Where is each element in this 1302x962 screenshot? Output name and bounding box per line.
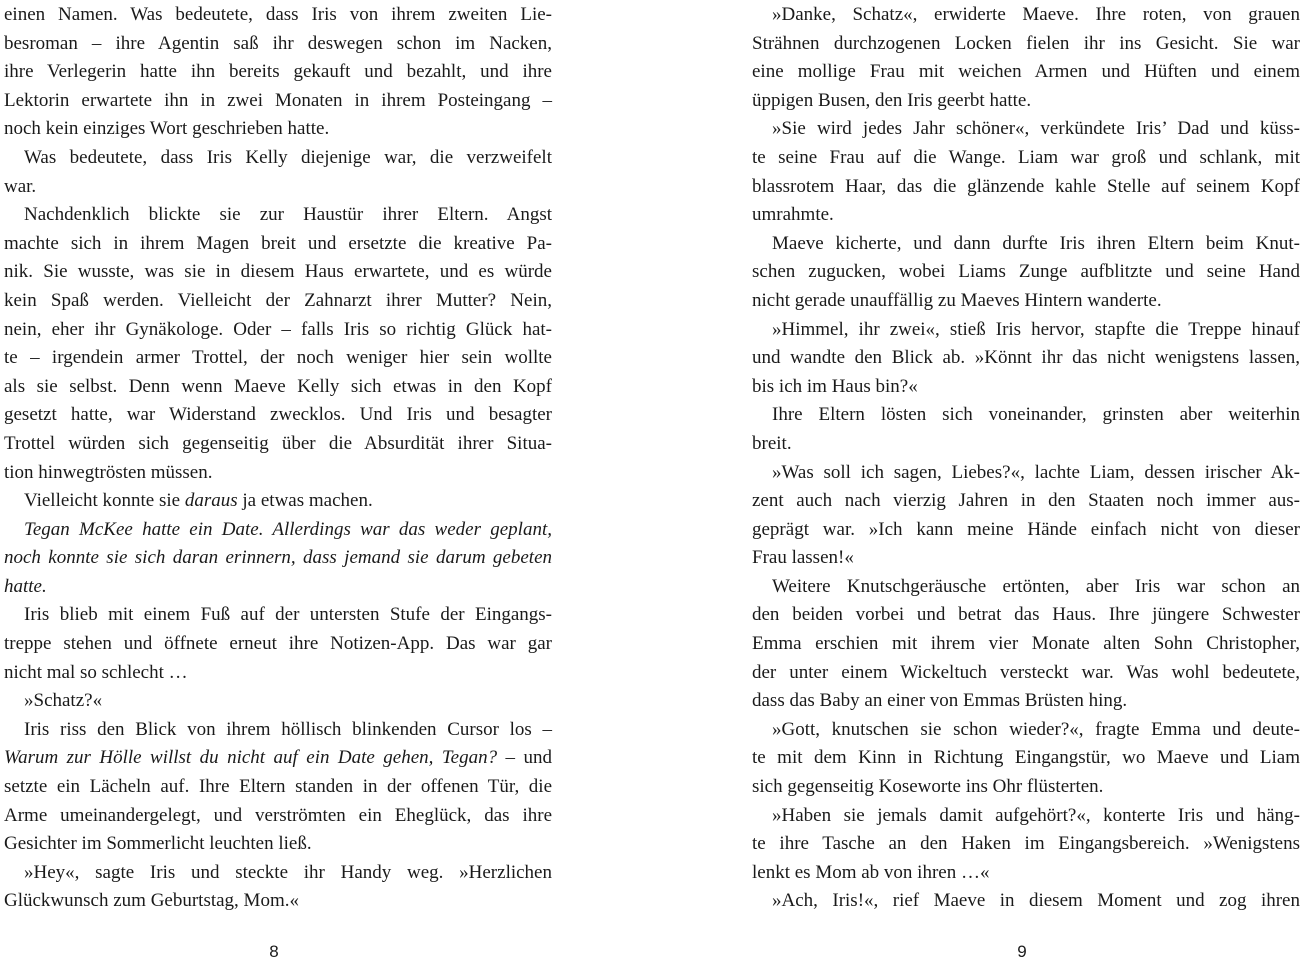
text-line: Iris blieb mit einem Fuß auf der untersten Stufe der Eingangs- (24, 604, 552, 626)
text-line: sich gegenseitig Koseworte ins Ohr flüsterten. (752, 776, 1104, 798)
paragraph (4, 201, 552, 487)
text-line: nik. Sie wusste, was sie in diesem Haus erwartete, und es würde (4, 261, 552, 283)
text-line: eine mollige Frau mit weichen Armen und Hüften und einem (752, 61, 1300, 83)
text-line: nicht gerade unauffällig zu Maeves Hintern wanderte. (752, 289, 1162, 311)
text-line: dass das Baby an einer von Emmas Brüsten hing. (752, 690, 1128, 712)
text-line: »Was soll ich sagen, Liebes?«, lachte Liam, dessen irischer Ak- (772, 461, 1300, 483)
text-line: Arme umeinandergelegt, und verströmten ein Eheglück, das ihre (4, 804, 552, 826)
text-line: Gesichter im Sommerlicht leuchten ließ. (4, 833, 312, 855)
text-line: te seine Frau auf die Wange. Liam war groß und schlank, mit (752, 146, 1300, 168)
text-segment: ja etwas machen. (237, 490, 373, 512)
text-line: Tegan McKee hatte ein Date. Allerdings war das weder geplant, (24, 518, 552, 540)
page-number: 8 (269, 942, 279, 961)
text-line: bis ich im Haus bin?« (752, 375, 918, 397)
text-line: blassrotem Haar, das die glänzende kahle Stelle auf seinem Kopf (752, 175, 1300, 197)
text-line: zent auch nach vierzig Jahren in den Staaten noch immer aus- (752, 490, 1300, 512)
text-line: »Danke, Schatz«, erwiderte Maeve. Ihre roten, von grauen (772, 4, 1300, 25)
text-line: »Schatz?« (24, 690, 103, 712)
text-segment: – und (497, 747, 552, 769)
text-line: geprägt war. »Ich kann meine Hände einfach nicht von dieser (752, 518, 1300, 540)
text-line: »Haben sie jemals damit aufgehört?«, konterte Iris und häng- (772, 804, 1300, 826)
paragraph (4, 687, 552, 716)
paragraph (752, 459, 1300, 573)
text-segment: Vielleicht konnte sie (24, 490, 185, 512)
text-line: Weitere Knutschgeräusche ertönten, aber Iris war schon an (772, 575, 1300, 597)
italic-segment: Warum zur Hölle willst du nicht auf ein Date gehen, Tegan? (4, 747, 498, 769)
text-line: war. (4, 175, 37, 197)
paragraph (752, 316, 1300, 402)
paragraph (4, 601, 552, 687)
text-line: te mit dem Kinn in Richtung Eingangstür, wo Maeve und Liam (752, 747, 1300, 769)
left-page-text (4, 1, 552, 916)
text-line: »Ach, Iris!«, rief Maeve in diesem Moment und zog ihren (772, 890, 1300, 912)
text-line: »Hey«, sagte Iris und steckte ihr Handy weg. »Herzlichen (24, 861, 552, 883)
text-line: Strähnen durchzogenen Locken fielen ihr ins Gesicht. Sie war (752, 32, 1300, 54)
text-line: als sie selbst. Denn wenn Maeve Kelly sich etwas in den Kopf (4, 375, 552, 397)
paragraph (752, 716, 1300, 802)
text-line (4, 487, 552, 516)
text-line: gesetzt hatte, war Widerstand zwecklos. Und Iris und besagter (4, 404, 552, 426)
text-line: lenkt es Mom ab von ihren …« (752, 861, 990, 883)
text-line: setzte ein Lächeln auf. Ihre Eltern standen in der offenen Tür, die (4, 776, 552, 798)
text-line: schen zugucken, wobei Liams Zunge aufblitzte und seine Hand (752, 261, 1300, 283)
text-line: Lektorin erwartete ihn in zwei Monaten in ihrem Posteingang – (4, 89, 552, 111)
italic-word: daraus (184, 490, 238, 512)
italic-paragraph (4, 516, 552, 602)
text-line: Frau lassen!« (752, 547, 854, 569)
text-line: Nachdenklich blickte sie zur Haustür ihrer Eltern. Angst (24, 204, 552, 226)
text-line: der unter einem Wickeltuch versteckt war. Was wohl bedeutete, (752, 661, 1300, 683)
text-line: hatte. (4, 575, 47, 597)
text-line: einen Namen. Was bedeutete, dass Iris von ihrem zweiten Lie- (4, 4, 552, 25)
text-line: »Sie wird jedes Jahr schöner«, verkündete Iris’ Dad und küss- (772, 118, 1300, 140)
paragraph (752, 230, 1300, 316)
text-line: nicht mal so schlecht … (4, 661, 188, 683)
text-line: Was bedeutete, dass Iris Kelly diejenige war, die verzweifelt (24, 146, 552, 168)
paragraph (4, 859, 552, 916)
text-line: den beiden vorbei und betrat das Haus. Ihre jüngere Schwester (752, 604, 1300, 626)
text-line: kein Spaß werden. Vielleicht der Zahnarzt ihrer Mutter? Nein, (4, 289, 552, 311)
paragraph (752, 1, 1300, 115)
text-line: nein, eher ihr Gynäkologe. Oder – falls Iris so richtig Glück hat- (4, 318, 552, 340)
text-line: umrahmte. (752, 204, 834, 226)
text-line: »Gott, knutschen sie schon wieder?«, fragte Emma und deute- (772, 718, 1300, 740)
text-line: Glückwunsch zum Geburtstag, Mom.« (4, 890, 299, 912)
paragraph (4, 487, 552, 516)
paragraph (752, 887, 1300, 916)
paragraph (752, 115, 1300, 229)
paragraph (752, 573, 1300, 716)
paragraph (4, 144, 552, 201)
text-line: Maeve kicherte, und dann durfte Iris ihren Eltern beim Knut- (772, 232, 1300, 254)
text-line: ihre Verlegerin hatte ihn bereits gekauft und bezahlt, und ihre (4, 61, 552, 83)
text-line: noch konnte sie sich daran erinnern, dass jemand sie darum gebeten (4, 547, 552, 569)
text-line: Emma erschien mit ihrem vier Monate alten Sohn Christopher, (752, 633, 1300, 655)
text-line: tion hinwegtrösten müssen. (4, 461, 213, 483)
text-line: Trottel würden sich gegenseitig über die Absurdität ihrer Situa- (4, 432, 552, 454)
text-line: te – irgendein armer Trottel, der noch weniger hier sein wollte (4, 347, 552, 369)
paragraph (752, 802, 1300, 888)
text-line: treppe stehen und öffnete erneut ihre Notizen-App. Das war gar (4, 633, 552, 655)
text-line: besroman – ihre Agentin saß ihr deswegen schon im Nacken, (4, 32, 552, 54)
text-line: Iris riss den Blick von ihrem höllisch blinkenden Cursor los – (24, 718, 552, 740)
text-line: und wandte den Blick ab. »Könnt ihr das nicht wenigstens lassen, (752, 347, 1300, 369)
text-line: »Himmel, ihr zwei«, stieß Iris hervor, stapfte die Treppe hinauf (772, 318, 1300, 340)
text-line: breit. (752, 432, 792, 454)
text-line: üppigen Busen, den Iris geerbt hatte. (752, 89, 1032, 111)
text-line: te ihre Tasche an den Haken im Eingangsbereich. »Wenigstens (752, 833, 1300, 855)
page-number: 9 (1017, 942, 1027, 961)
text-line: Ihre Eltern lösten sich voneinander, grinsten aber weiterhin (772, 404, 1300, 426)
text-line: machte sich in ihrem Magen breit und ersetzte die kreative Pa- (4, 232, 552, 254)
paragraph (4, 716, 552, 859)
right-page-text (752, 1, 1300, 916)
text-line (4, 744, 552, 773)
left-page (4, 0, 552, 962)
right-page (752, 0, 1300, 962)
paragraph (4, 1, 552, 144)
text-line: noch kein einziges Wort geschrieben hatte. (4, 118, 330, 140)
paragraph (752, 401, 1300, 458)
